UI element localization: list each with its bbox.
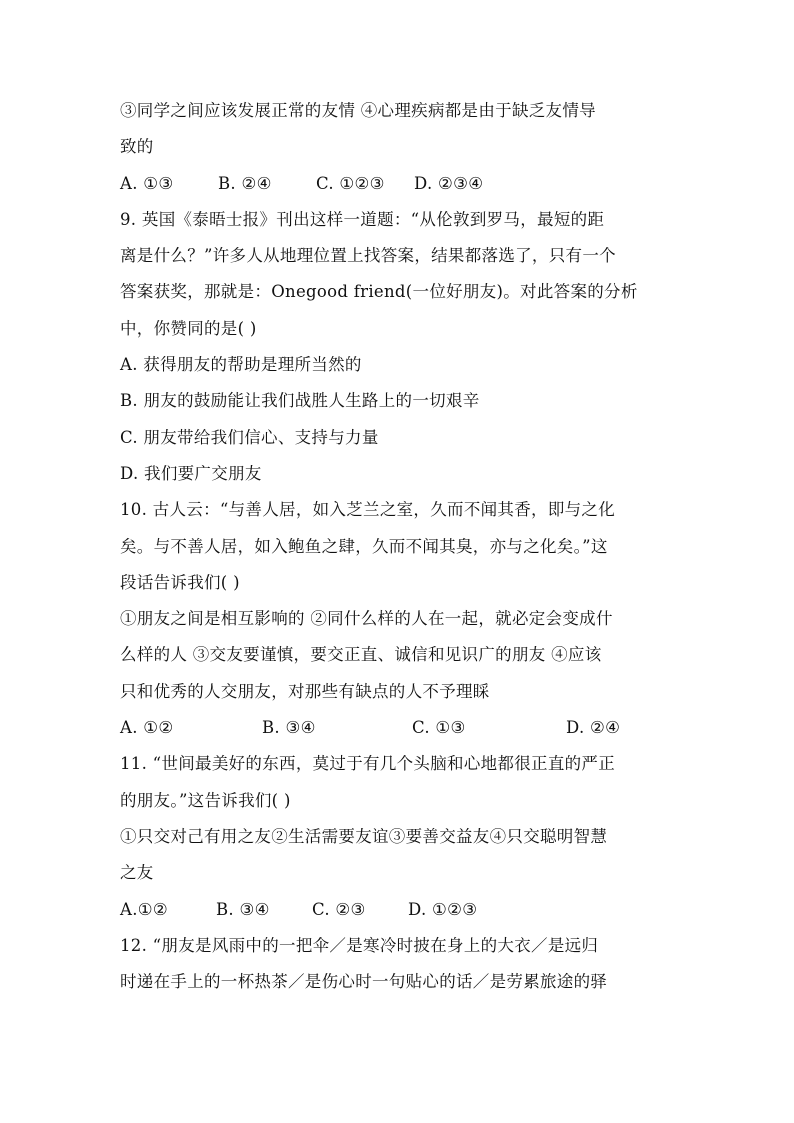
question-11-stem: 11. “世间最美好的东西，莫过于有几个头脑和心地都很正直的严正 [120, 754, 616, 774]
question-9-stem: 9. 英国《泰晤士报》刊出这样一道题：“从伦敦到罗马，最短的距 [120, 209, 605, 229]
question-10-options [120, 710, 680, 746]
option-d: D. ①②③ [408, 899, 478, 919]
question-10-statements: ①朋友之间是相互影响的 ②同什么样的人在一起，就必定会变成什 [120, 609, 613, 629]
text-line: ③同学之间应该发展正常的友情 ④心理疾病都是由于缺乏友情导 [120, 101, 596, 120]
question-9-option-a: A. 获得朋友的帮助是理所当然的 [120, 355, 362, 375]
option-a: A. ①③ [120, 173, 174, 193]
question-8-options [120, 166, 680, 202]
question-text-block [120, 93, 680, 1000]
question-9-option-c: C. 朋友带给我们信心、支持与力量 [120, 427, 379, 447]
question-11-statements: 之友 [120, 863, 154, 883]
question-10-statements: 么样的人 ③交友要谨慎，要交正直、诚信和见识广的朋友 ④应该 [120, 645, 602, 665]
question-12-stem: 时递在手上的一杯热茶／是伤心时一句贴心的话／是劳累旅途的驿 [120, 972, 608, 992]
question-10-stem: 矣。与不善人居，如入鲍鱼之肆，久而不闻其臭，亦与之化矣。”这 [120, 536, 608, 556]
option-a: A. ①② [120, 718, 174, 738]
option-b: B. ②④ [218, 173, 272, 193]
option-d: D. ②③④ [414, 173, 484, 193]
question-10-stem: 10. 古人云：“与善人居，如入芝兰之室，久而不闻其香，即与之化 [120, 500, 616, 520]
question-11-stem: 的朋友。”这告诉我们( ) [120, 790, 291, 810]
question-10-statements: 只和优秀的人交朋友，对那些有缺点的人不予理睬 [120, 681, 490, 701]
option-c: C. ①②③ [316, 173, 385, 193]
option-c: C. ②③ [312, 899, 366, 919]
question-9-option-d: D. 我们要广交朋友 [120, 463, 262, 483]
text-line: 致的 [120, 137, 154, 157]
question-10-stem: 段话告诉我们( ) [120, 572, 240, 592]
question-11-options [120, 892, 680, 928]
question-9-option-b: B. 朋友的鼓励能让我们战胜人生路上的一切艰辛 [120, 391, 480, 411]
question-12-stem: 12. “朋友是风雨中的一把伞／是寒冷时披在身上的大衣／是远归 [120, 935, 599, 955]
option-b: B. ③④ [262, 718, 316, 738]
option-a: A.①② [120, 899, 168, 919]
question-9-stem: 离是什么？”许多人从地理位置上找答案，结果都落选了，只有一个 [120, 246, 616, 266]
option-d: D. ②④ [566, 718, 621, 738]
question-11-statements: ①只交对己有用之友②生活需要友谊③要善交益友④只交聪明智慧 [120, 826, 608, 846]
question-9-stem: 答案获奖，那就是：Onegood friend(一位好朋友)。对此答案的分析 [120, 282, 638, 302]
option-b: B. ③④ [216, 899, 270, 919]
option-c: C. ①③ [412, 718, 466, 738]
question-9-stem: 中，你赞同的是( ) [120, 318, 257, 338]
